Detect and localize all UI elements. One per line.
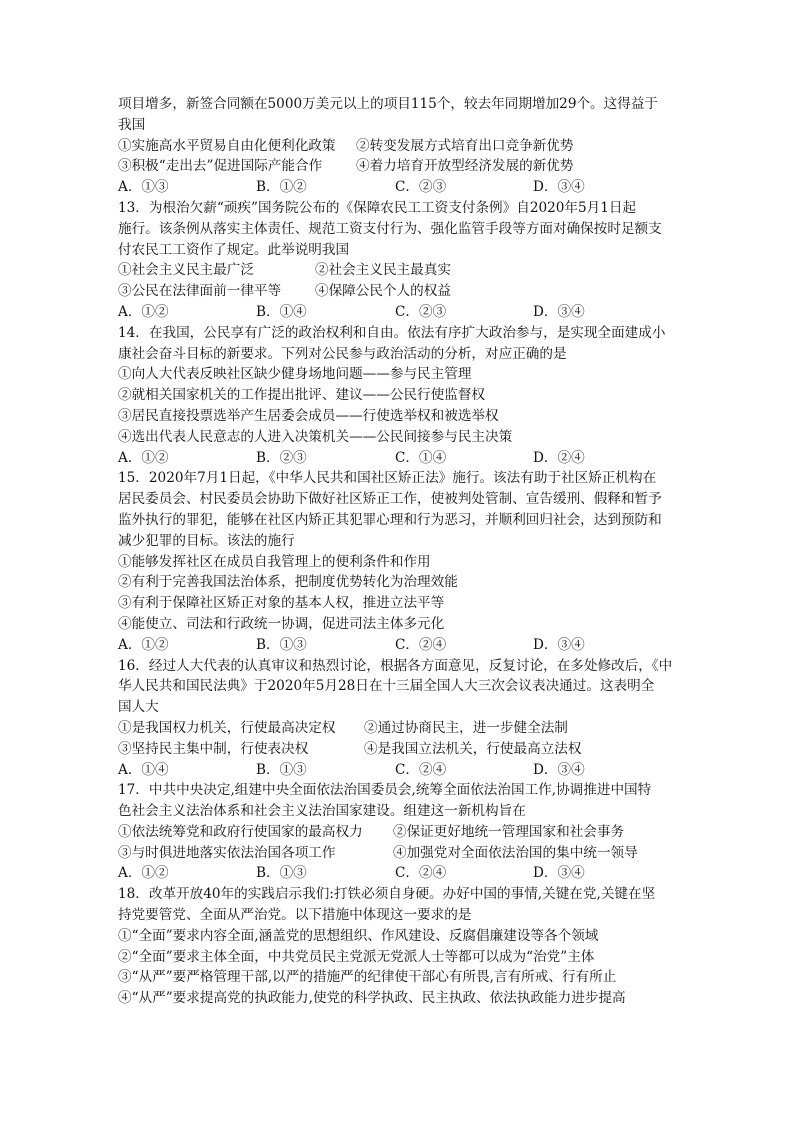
option-1: ①实施高水平贸易自由化便利化政策 <box>118 137 336 154</box>
question-13 <box>118 198 670 323</box>
answer-d: D．③④ <box>533 865 585 882</box>
question-15-stem-line-4: 减少犯罪的目标。该法的施行 <box>118 532 295 549</box>
question-15-stem-line-1: 15．2020年7月1日起，《中华人民共和国社区矫正法》施行。该法有助于社区矫正机构在 <box>118 470 657 487</box>
question-17-stem-line-1: 17．中共中央决定,组建中央全面依法治国委员会,统筹全面依法治国工作,协调推进中国特 <box>118 782 652 799</box>
question-18-stem-line-1: 18．改革开放40年的实践启示我们:打铁必须自身硬。办好中国的事情,关键在党,关键在坚 <box>118 886 656 903</box>
question-12-options-row-1 <box>118 136 670 157</box>
option-4: ④加强党对全面依法治国的集中统一领导 <box>393 844 638 861</box>
option-1: ①社会主义民主最广泛 <box>118 262 254 279</box>
answer-d: D．③④ <box>533 636 585 653</box>
option-2: ②转变发展方式培育出口竞争新优势 <box>356 137 574 154</box>
question-14-stem-line-2: 康社会奋斗目标的新要求。下列对公民参与政治活动的分析，对应正确的是 <box>118 345 567 362</box>
option-4: ④保障公民个人的权益 <box>315 283 451 300</box>
question-12-stem-line-2: 我国 <box>118 116 146 133</box>
answer-d: D．③④ <box>533 761 585 778</box>
answer-c: C．②③ <box>395 303 447 320</box>
question-12 <box>118 94 670 198</box>
question-17-answers <box>118 863 670 884</box>
question-12-stem-line-1: 项目增多，新签合同额在5000万美元以上的项目115个，较去年同期增加29个。这得益于 <box>118 96 659 112</box>
option-1: ①是我国权力机关，行使最高决定权 <box>118 719 336 736</box>
answer-c: C．②③ <box>395 179 447 196</box>
question-14-stem-line-1: 14．在我国，公民享有广泛的政治权利和自由。依法有序扩大政治参与，是实现全面建成小 <box>118 324 666 341</box>
option-2: ②有利于完善我国法治体系，把制度优势转化为治理效能 <box>118 574 458 591</box>
question-13-options-row-1 <box>118 260 670 281</box>
option-4: ④“从严”要求提高党的执政能力,使党的科学执政、民主执政、依法执政能力进步提高 <box>118 990 626 1007</box>
question-17-stem-line-2: 色社会主义法治体系和社会主义法治国家建设。组建这一新机构旨在 <box>118 803 526 820</box>
question-18 <box>118 884 670 1009</box>
question-13-stem-line-2: 施行。该条例从落实主体责任、规范工资支付行为、强化监管手段等方面对确保按时足额支 <box>118 220 662 237</box>
answer-a: A．①④ <box>118 761 169 778</box>
option-3: ③积极“走出去”促进国际产能合作 <box>118 158 323 175</box>
question-13-stem-line-3: 付农民工工资作了规定。此举说明我国 <box>118 241 350 258</box>
option-3: ③公民在法律面前一律平等 <box>118 283 282 300</box>
answer-d: D．②④ <box>533 449 585 466</box>
option-3: ③有利于保障社区矫正对象的基本人权，推进立法平等 <box>118 595 445 612</box>
option-2: ②就相关国家机关的工作提出批评、建议——公民行使监督权 <box>118 387 486 404</box>
question-12-options-row-2 <box>118 156 670 177</box>
answer-d: D．③④ <box>533 179 585 196</box>
question-16-options-row-1 <box>118 718 670 739</box>
question-17 <box>118 780 670 884</box>
option-1: ①“全面”要求内容全面,涵盖党的思想组织、作风建设、反腐倡廉建设等各个领域 <box>118 927 599 944</box>
option-3: ③坚持民主集中制，行使表决权 <box>118 740 309 757</box>
option-3: ③与时俱进地落实依法治国各项工作 <box>118 844 336 861</box>
option-2: ②保证更好地统一管理国家和社会事务 <box>393 823 625 840</box>
option-4: ④能使立、司法和行政统一协调，促进司法主体多元化 <box>118 615 445 632</box>
option-4: ④着力培育开放型经济发展的新优势 <box>356 158 574 175</box>
question-17-options-row-1 <box>118 822 670 843</box>
answer-c: C．①④ <box>395 449 447 466</box>
question-14 <box>118 323 670 469</box>
answer-c: C．②④ <box>395 865 447 882</box>
question-14-answers <box>118 448 670 469</box>
question-16-options-row-2 <box>118 739 670 760</box>
answer-b: B．①③ <box>256 636 307 653</box>
answer-b: B．①② <box>256 179 307 196</box>
answer-c: C．②④ <box>395 761 447 778</box>
question-17-options-row-2 <box>118 843 670 864</box>
question-13-options-row-2 <box>118 281 670 302</box>
option-2: ②社会主义民主最真实 <box>315 262 451 279</box>
question-16-stem-line-2: 华人民共和国民法典》于2020年5月28日在十三届全国人大三次会议表决通过。这表明全 <box>118 678 655 695</box>
question-16-stem-line-1: 16．经过人大代表的认真审议和热烈讨论，根据各方面意见，反复讨论，在多处修改后，《中 <box>118 657 673 674</box>
option-2: ②“全面”要求主体全面，中共党员民主党派无党派人士等都可以成为“治党”主体 <box>118 948 595 965</box>
question-12-answers <box>118 177 670 198</box>
answer-b: B．②③ <box>256 449 307 466</box>
answer-b: B．①③ <box>256 865 307 882</box>
question-18-stem-line-2: 持党要管党、全面从严治党。以下措施中体现这一要求的是 <box>118 907 472 924</box>
answer-d: D．③④ <box>533 303 585 320</box>
question-15-answers <box>118 635 670 656</box>
option-3: ③“从严”要严格管理干部,以严的措施严的纪律使干部心有所畏,言有所戒、行有所止 <box>118 969 617 986</box>
answer-a: A．①② <box>118 636 169 653</box>
question-13-answers <box>118 302 670 323</box>
option-4: ④选出代表人民意志的人进入决策机关——公民间接参与民主决策 <box>118 428 513 445</box>
option-2: ②通过协商民主，进一步健全法制 <box>364 719 568 736</box>
questions-content <box>118 94 673 1009</box>
option-3: ③居民直接投票选举产生居委会成员——行使选举权和被选举权 <box>118 407 499 424</box>
answer-a: A．①② <box>118 865 169 882</box>
question-16 <box>118 656 673 781</box>
answer-b: B．①④ <box>256 303 307 320</box>
answer-b: B．①③ <box>256 761 307 778</box>
answer-a: A．①② <box>118 303 169 320</box>
question-16-stem-line-3: 国人大 <box>118 699 159 716</box>
question-15 <box>118 468 670 655</box>
option-1: ①能够发挥社区在成员自我管理上的便利条件和作用 <box>118 553 431 570</box>
question-13-stem-line-1: 13．为根治欠薪“顽疾”国务院公布的《保障农民工工资支付条例》自2020年5月1日起 <box>118 199 637 216</box>
option-1: ①依法统筹党和政府行使国家的最高权力 <box>118 823 363 840</box>
answer-c: C．②④ <box>395 636 447 653</box>
answer-a: A．①③ <box>118 179 169 196</box>
answer-a: A．①② <box>118 449 169 466</box>
question-15-stem-line-3: 监外执行的罪犯，能够在社区内矫正其犯罪心理和行为恶习，并顺利回归社会，达到预防和 <box>118 511 662 528</box>
question-15-stem-line-2: 居民委员会、村民委员会协助下做好社区矫正工作，使被判处管制、宣告缓刑、假释和暂予 <box>118 491 662 508</box>
option-4: ④是我国立法机关，行使最高立法权 <box>364 740 582 757</box>
option-1: ①向人大代表反映社区缺少健身场地问题——参与民主管理 <box>118 366 472 383</box>
question-16-answers <box>118 760 670 781</box>
